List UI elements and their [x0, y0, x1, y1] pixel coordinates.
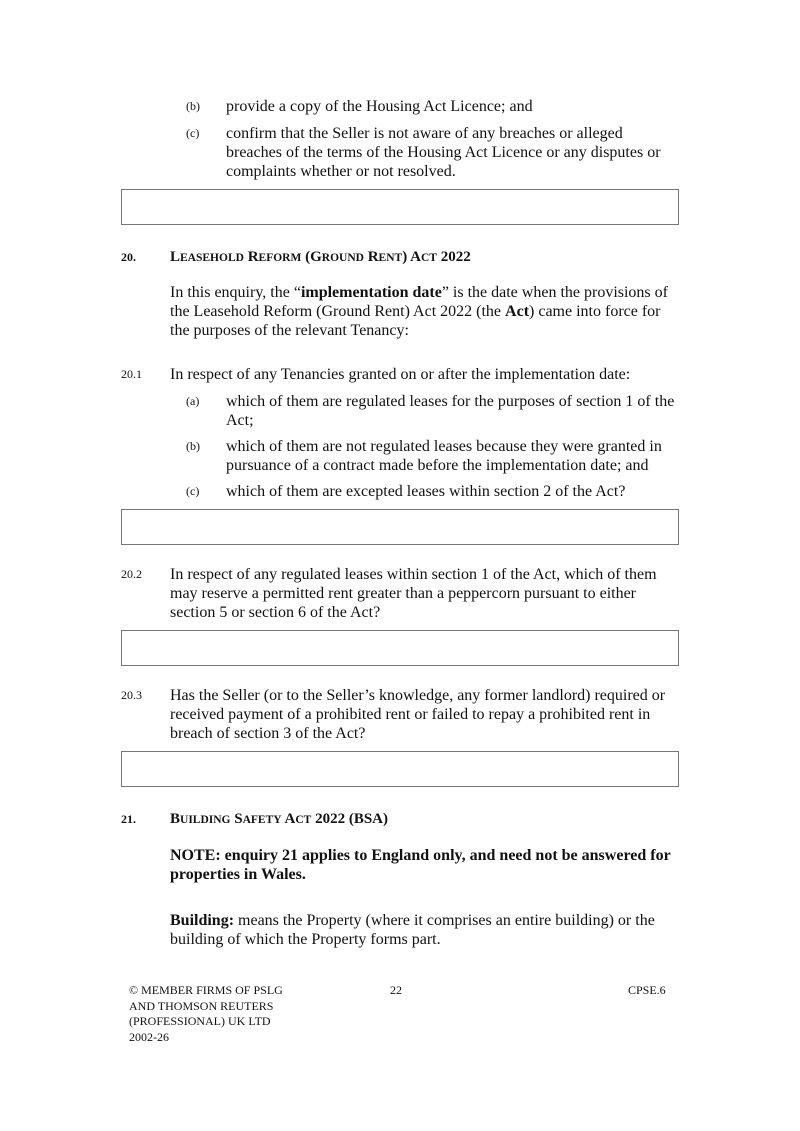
item-text: which of them are not regulated leases because they were granted in pursuance of a contract made before the implementation date; and: [226, 438, 662, 474]
item-text: which of them are excepted leases within section 2 of the Act?: [226, 483, 626, 500]
note-text: NOTE: enquiry 21 applies to England only, and need not be answered for properties in Wales.: [170, 847, 671, 883]
answer-box[interactable]: [121, 189, 679, 225]
section-number: 21.: [121, 812, 136, 826]
question-number: 20.3: [121, 688, 142, 702]
answer-box[interactable]: [121, 630, 679, 666]
item-text: provide a copy of the Housing Act Licence; and: [226, 98, 533, 115]
item-label: (b): [186, 99, 200, 113]
item-label: (c): [186, 126, 200, 140]
answer-box[interactable]: [121, 509, 679, 545]
item-label: (b): [186, 439, 200, 453]
item-text: which of them are regulated leases for the purposes of section 1 of the Act;: [226, 393, 675, 429]
section-title: LEASEHOLD REFORM (GROUND RENT) ACT 2022: [170, 249, 471, 265]
definition-text: Building: means the Property (where it comprises an entire building) or the building of which the Property forms part.: [170, 912, 655, 948]
item-label: (a): [186, 394, 200, 408]
answer-box[interactable]: [121, 751, 679, 787]
question-text: In respect of any Tenancies granted on or after the implementation date:: [170, 366, 631, 383]
item-label: (c): [186, 484, 200, 498]
question-number: 20.2: [121, 567, 142, 581]
section-intro: In this enquiry, the “implementation date” is the date when the provisions of the Leasehold Reform (Ground Rent) Act 2022 (the Act) came into force for the purposes of the relevant Tenancy:: [170, 284, 668, 339]
footer-copyright: © MEMBER FIRMS OF PSLG AND THOMSON REUTERS (PROFESSIONAL) UK LTD 2002-26: [129, 983, 283, 1044]
item-text: confirm that the Seller is not aware of any breaches or alleged breaches of the terms of the Housing Act Licence or any disputes or complaints whether or not resolved.: [226, 125, 661, 180]
page-number: 22: [390, 983, 402, 997]
section-title: BUILDING SAFETY ACT 2022 (BSA): [170, 811, 389, 827]
document-code: CPSE.6: [628, 983, 666, 997]
section-number: 20.: [121, 250, 136, 264]
question-number: 20.1: [121, 367, 142, 381]
question-text: In respect of any regulated leases within section 1 of the Act, which of them may reserve a permitted rent greater than a peppercorn pursuant to either section 5 or section 6 of the Act?: [170, 566, 657, 621]
question-text: Has the Seller (or to the Seller’s knowledge, any former landlord) required or received payment of a prohibited rent or failed to repay a prohibited rent in breach of section 3 of the Act?: [170, 687, 666, 742]
